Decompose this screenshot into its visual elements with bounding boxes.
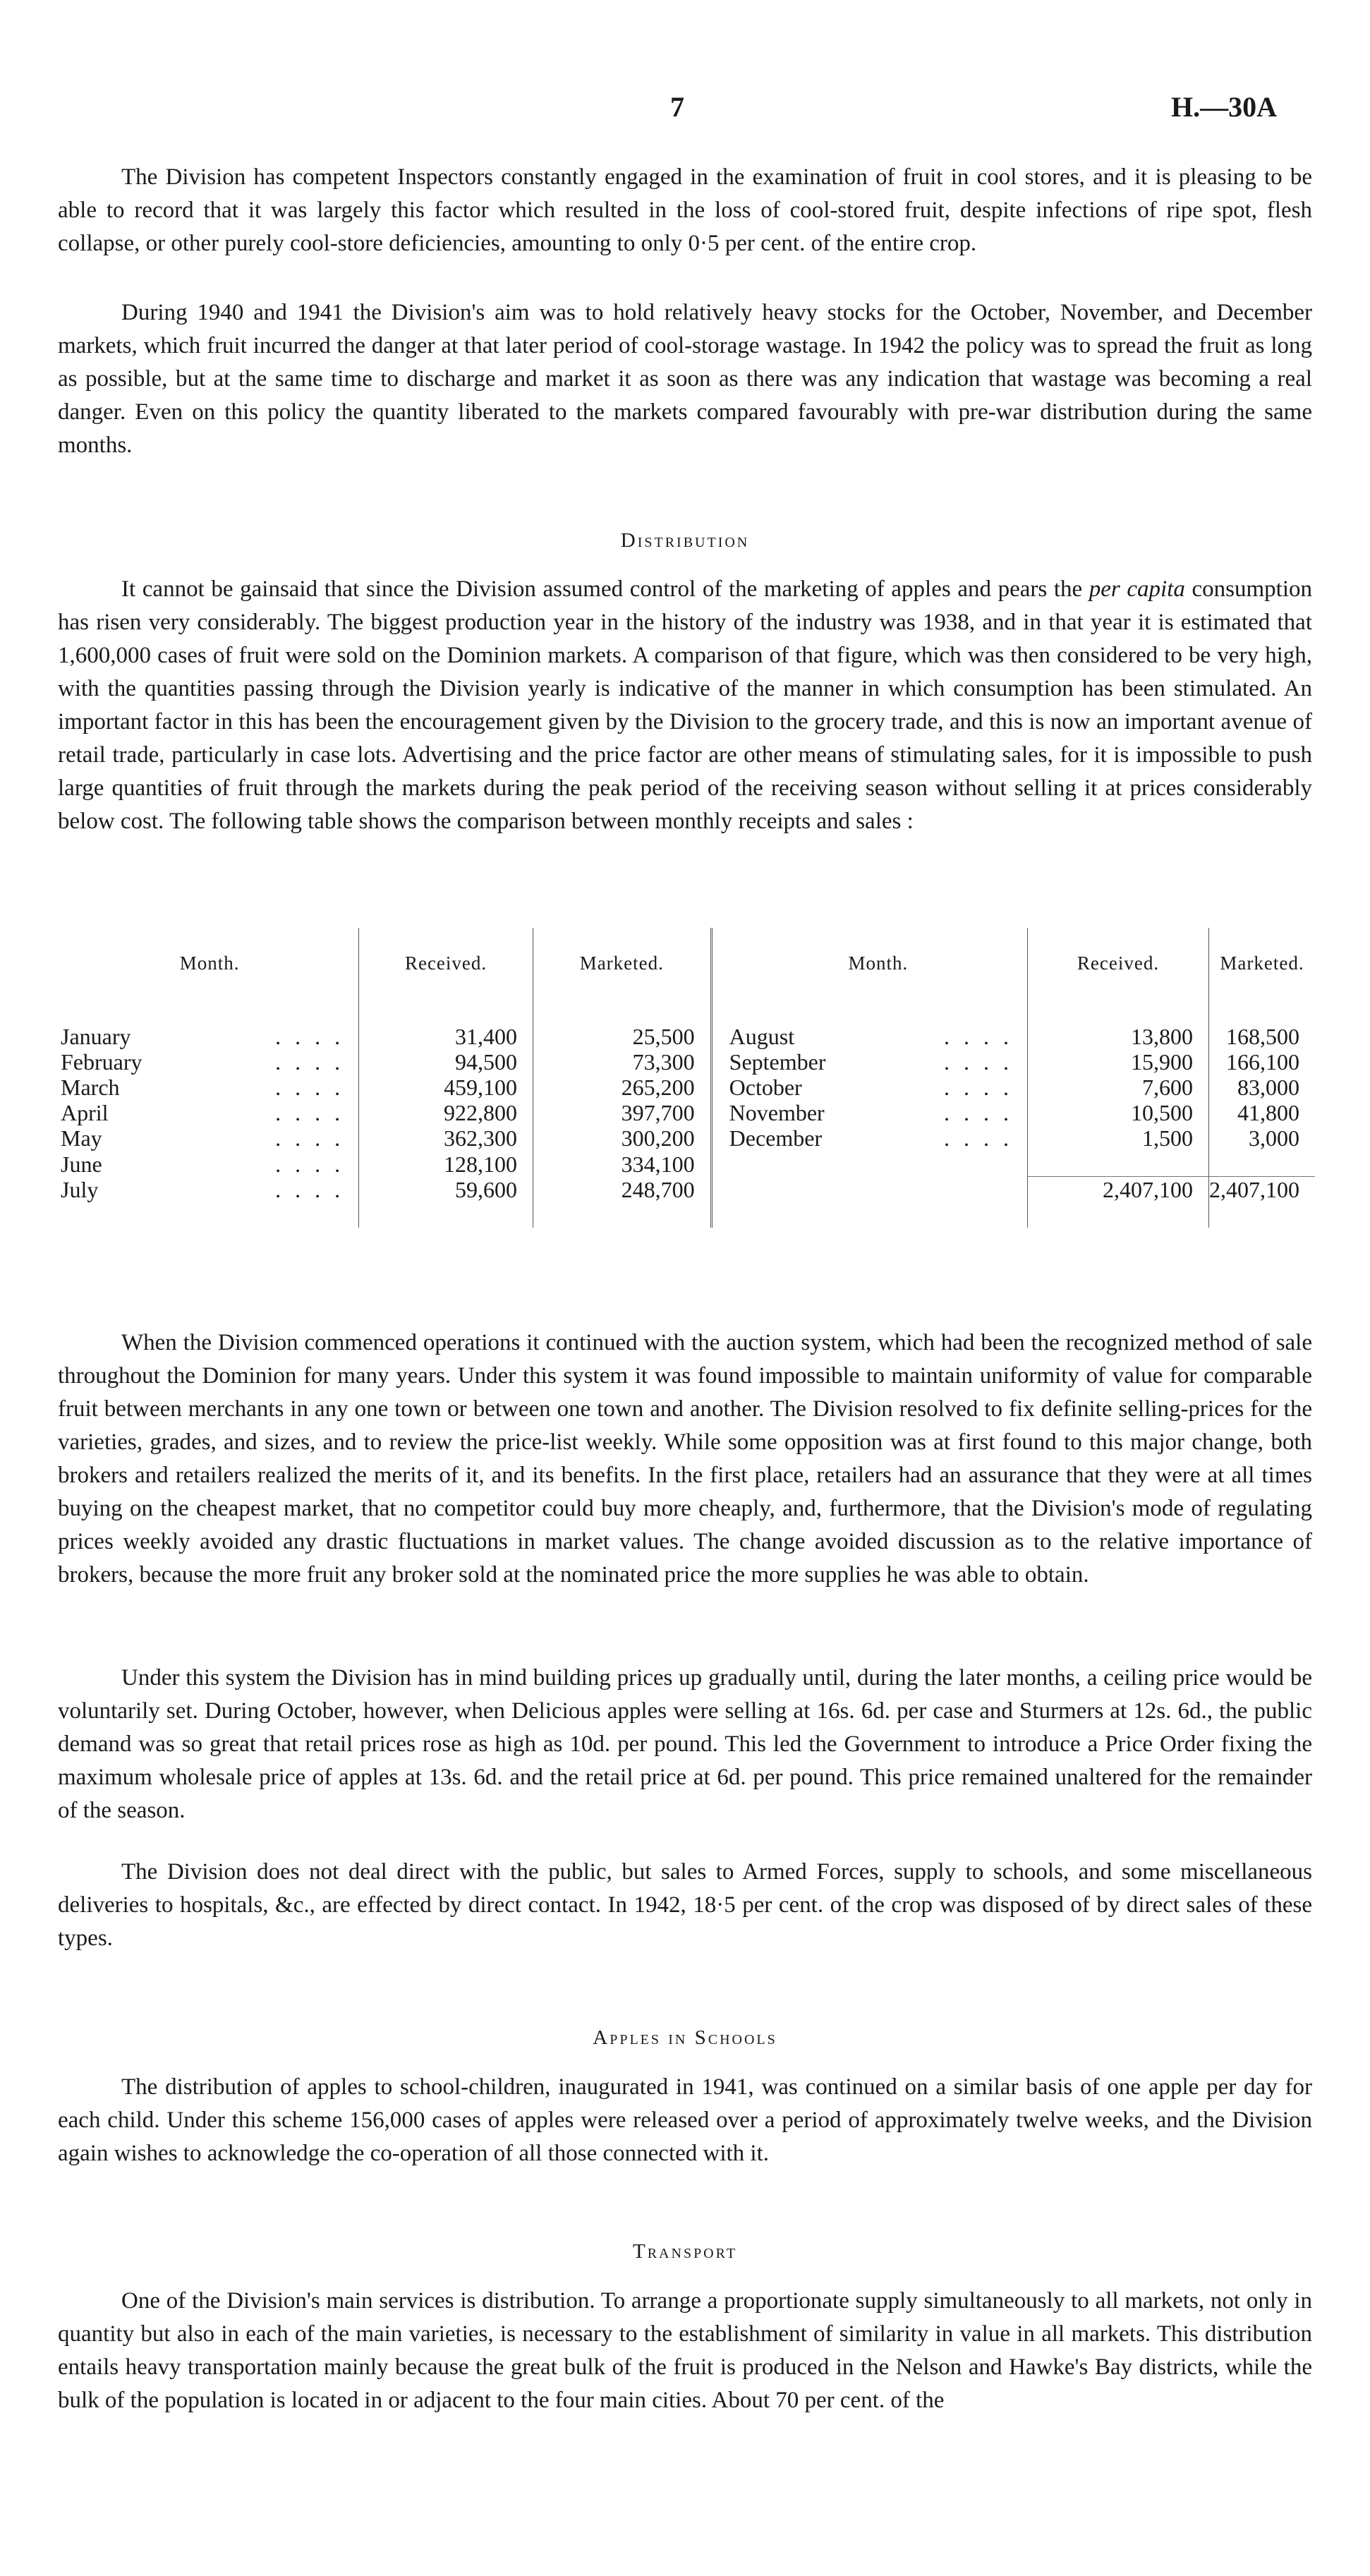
received-cell: 459,100 bbox=[359, 1075, 533, 1100]
received-cell: 1,500 bbox=[1028, 1125, 1209, 1151]
month-cell: April bbox=[61, 1100, 109, 1125]
table-row bbox=[61, 1075, 1315, 1100]
leader-dots: . . . . bbox=[275, 1075, 345, 1100]
header-received-right: Received. bbox=[1028, 928, 1209, 998]
leader-dots: . . . . bbox=[275, 1024, 345, 1049]
paragraph-schools: The distribution of apples to school-children, inaugurated in 1941, was continued on a similar basis of one apple per day for each child. Under this scheme 156,000 cases of apples were released over a period of approximately twelve weeks, and the Division again wishes to acknowledge the co-operation of all those connected with it. bbox=[58, 2074, 1312, 2166]
table-row bbox=[61, 1125, 1315, 1151]
month-cell: September bbox=[711, 1049, 895, 1075]
leader-dots: . . . . bbox=[275, 1049, 345, 1075]
document-reference: H.—30A bbox=[1171, 91, 1277, 123]
marketed-cell: 3,000 bbox=[1209, 1125, 1316, 1151]
marketed-cell: 73,300 bbox=[533, 1049, 711, 1075]
paragraph-cool-stores: The Division has competent Inspectors constantly engaged in the examination of fruit in cool stores, and it is pleasing to be able to record that it was largely this factor which resulted in the loss of cool-stored fruit, despite infections of ripe spot, flesh collapse, or other purely cool-store deficiencies, amounting to only 0·5 per cent. of the entire crop. bbox=[58, 164, 1312, 256]
month-cell: June bbox=[61, 1151, 102, 1177]
paragraph-distribution bbox=[58, 573, 1312, 838]
received-cell: 94,500 bbox=[359, 1049, 533, 1075]
total-marketed-cell: 2,407,100 bbox=[1209, 1177, 1316, 1203]
header-month-left: Month. bbox=[179, 952, 240, 974]
paragraph-price-ceiling: Under this system the Division has in mind building prices up gradually until, during the later months, a ceiling price would be voluntarily set. During October, however, when Delicious apples were selling at 16s. 6d. per case and Sturmers at 12s. 6d., the public demand was so great that retail prices rose as high as 10d. per pound. This led the Government to introduce a Price Order fixing the maximum wholesale price of apples at 13s. 6d. and the retail price at 6d. per pound. This price remained unaltered for the remainder of the season. bbox=[58, 1665, 1312, 1823]
received-cell: 7,600 bbox=[1028, 1075, 1209, 1100]
heading-transport: Transport bbox=[633, 2240, 737, 2263]
table-header-row bbox=[61, 928, 1315, 998]
leader-dots: . . . . bbox=[275, 1125, 345, 1151]
received-cell: 10,500 bbox=[1028, 1100, 1209, 1125]
table-row bbox=[61, 1024, 1315, 1049]
heading-distribution: Distribution bbox=[620, 529, 750, 552]
month-cell: February bbox=[61, 1049, 143, 1075]
paragraph-auction-system: When the Division commenced operations it continued with the auction system, which had been the recognized method of sale throughout the Dominion for many years. Under this system it was found impossible to maintain uniformity of value for comparable fruit between merchants in any one town or between one town and another. The Division resolved to fix definite selling-prices for the varieties, grades, and sizes, and to review the price-list weekly. While some opposition was at first found to this major change, both brokers and retailers realized the merits of it, and its benefits. In the first place, retailers had an assurance that they were at all times buying on the cheapest market, that no competitor could buy more cheaply, and, furthermore, that the Division's mode of regulating prices weekly avoided any drastic fluctuations in market values. The change avoided discussion as to the relative importance of brokers, because the more fruit any broker sold at the nominated price the more supplies he was able to obtain. bbox=[58, 1330, 1312, 1588]
marketed-cell: 41,800 bbox=[1209, 1100, 1316, 1125]
empty-cell bbox=[1028, 1151, 1209, 1177]
per-capita-italic: per capita bbox=[1089, 576, 1185, 602]
heading-apples-in-schools: Apples in Schools bbox=[593, 2026, 777, 2049]
month-cell: January bbox=[61, 1024, 131, 1049]
received-cell: 362,300 bbox=[359, 1125, 533, 1151]
empty-cell bbox=[711, 1177, 895, 1203]
leader-dots: . . . . bbox=[275, 1100, 345, 1125]
paragraph-direct-sales: The Division does not deal direct with the public, but sales to Armed Forces, supply to schools, and some miscellaneous deliveries to hospitals, &c., are effected by direct contact. In 1942, 18·5 per cent. of the crop was disposed of by direct sales of these types. bbox=[58, 1859, 1312, 1951]
paragraph-stock-policy: During 1940 and 1941 the Division's aim was to hold relatively heavy stocks for the October, November, and December markets, which fruit incurred the danger at that later period of cool-storage wastage. In 1942 the policy was to spread the fruit as long as possible, but at the same time to discharge and market it as soon as there was any indication that wastage was becoming a real danger. Even on this policy the quantity liberated to the markets compared favourably with pre-war distribution during the same months. bbox=[58, 300, 1312, 458]
spacer-row bbox=[61, 998, 1315, 1024]
total-received-cell: 2,407,100 bbox=[1028, 1177, 1209, 1203]
marketed-cell: 168,500 bbox=[1209, 1024, 1316, 1049]
table-row bbox=[61, 1151, 1315, 1177]
month-cell: May bbox=[61, 1125, 102, 1151]
table-row bbox=[61, 1177, 1315, 1203]
marketed-cell: 25,500 bbox=[533, 1024, 711, 1049]
header-received-left: Received. bbox=[359, 928, 533, 998]
leader-dots: . . . . bbox=[944, 1075, 1014, 1100]
header-marketed-left: Marketed. bbox=[533, 928, 711, 998]
marketed-cell: 83,000 bbox=[1209, 1075, 1316, 1100]
table-row bbox=[61, 1049, 1315, 1075]
table-row bbox=[61, 1100, 1315, 1125]
empty-cell bbox=[895, 1177, 1028, 1203]
leader-dots: . . . . bbox=[944, 1049, 1014, 1075]
monthly-receipts-table bbox=[61, 928, 1315, 1228]
leader-dots: . . . . bbox=[944, 1100, 1014, 1125]
received-cell: 59,600 bbox=[359, 1177, 533, 1203]
marketed-cell: 166,100 bbox=[1209, 1049, 1316, 1075]
paragraph-distribution-end: consumption has risen very considerably. The biggest production year in the history of the industry was 1938, and in that year it is estimated that 1,600,000 cases of fruit were sold on the Dominion markets. A comparison of that figure, which was then considered to be very high, with the quantities passing through the Division yearly is indicative of the manner in which consumption has been stimulated. An important factor in this has been the encouragement given by the Division to the grocery trade, and this is now an important avenue of retail trade, particularly in case lots. Advertising and the price factor are other means of stimulating sales, for it is impossible to push large quantities of fruit through the markets during the peak period of the receiving season without selling it at prices considerably below cost. The following table shows the comparison between monthly receipts and sales : bbox=[58, 576, 1312, 834]
paragraph-distribution-start: It cannot be gainsaid that since the Division assumed control of the marketing of apples and pears the bbox=[121, 576, 1089, 602]
paragraph-transport: One of the Division's main services is distribution. To arrange a proportionate supply simultaneously to all markets, not only in quantity but also in each of the main varieties, is necessary to the establishment of similarity in value in all markets. This distribution entails heavy transportation mainly because the great bulk of the fruit is produced in the Nelson and Hawke's Bay districts, while the bulk of the population is located in or adjacent to the four main cities. About 70 per cent. of the bbox=[58, 2288, 1312, 2413]
month-cell: October bbox=[711, 1075, 895, 1100]
empty-cell bbox=[1209, 1151, 1316, 1177]
marketed-cell: 397,700 bbox=[533, 1100, 711, 1125]
header-month-right: Month. bbox=[711, 928, 1027, 998]
month-cell: December bbox=[711, 1125, 895, 1151]
month-cell: November bbox=[711, 1100, 895, 1125]
marketed-cell: 248,700 bbox=[533, 1177, 711, 1203]
received-cell: 922,800 bbox=[359, 1100, 533, 1125]
marketed-cell: 300,200 bbox=[533, 1125, 711, 1151]
marketed-cell: 334,100 bbox=[533, 1151, 711, 1177]
received-cell: 31,400 bbox=[359, 1024, 533, 1049]
received-cell: 13,800 bbox=[1028, 1024, 1209, 1049]
received-cell: 128,100 bbox=[359, 1151, 533, 1177]
received-cell: 15,900 bbox=[1028, 1049, 1209, 1075]
header-marketed-right: Marketed. bbox=[1209, 928, 1316, 998]
month-cell: July bbox=[61, 1177, 99, 1202]
leader-dots: . . . . bbox=[275, 1177, 345, 1202]
empty-cell bbox=[711, 1151, 895, 1177]
leader-dots: . . . . bbox=[944, 1125, 1014, 1151]
marketed-cell: 265,200 bbox=[533, 1075, 711, 1100]
leader-dots: . . . . bbox=[275, 1151, 345, 1177]
empty-cell bbox=[895, 1151, 1028, 1177]
spacer-row bbox=[61, 1202, 1315, 1228]
page-number: 7 bbox=[670, 91, 684, 123]
month-cell: August bbox=[711, 1024, 895, 1049]
month-cell: March bbox=[61, 1075, 120, 1100]
leader-dots: . . . . bbox=[944, 1024, 1014, 1049]
